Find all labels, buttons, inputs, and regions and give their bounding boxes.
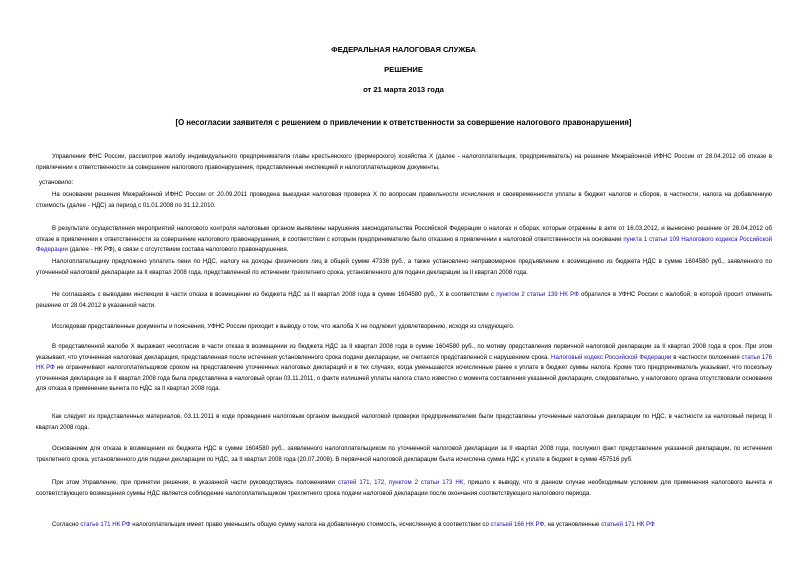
- link-article-171[interactable]: статье 171 НК РФ: [80, 521, 131, 528]
- text-span: в частности положения: [671, 353, 742, 361]
- agency-title: ФЕДЕРАЛЬНАЯ НАЛОГОВАЯ СЛУЖБА: [331, 45, 476, 54]
- paragraph-refusal-basis: Основанием для отказа в возмещении из бюджета НДС в сумме 1604580 руб., заявленного налогоплательщиком по уточненной налоговой декларации за II квартал 2008 года, послужил факт представления указанной декларации, по истечении трехлетнего срока, установленного для подачи декларации по НДС, за II квартал 2008 года (20.07.2008). В первичной налоговой декларации была исчислена сумма НДС к уплате в бюджет в сумме 457516 руб.: [36, 445, 772, 463]
- text-span: , на установленные: [544, 521, 602, 528]
- paragraph-penalties: Налогоплательщику предложено уплатить пени по НДС, налогу на доходы физических лиц в общей сумме 47336 руб., а также установлено неправомерное предъявление к возмещению из бюджета НДС в сумме 1604580 руб., заявленного по уточненной налоговой декларации за II квартал 2008 года, представленной по истечении трехлетнего срока, установленного для подачи декларации за II квартал 2008 года.: [36, 258, 772, 276]
- text-span: обратился в УФНС России с жалобой, в которой просит отменить решение от 28.04.2012 в указанной части.: [36, 291, 772, 309]
- paragraph-audit: На основании решения Межрайонной ИФНС России от 20.09.2011 проведена выездная налоговая проверка Х по вопросам правильности исчисления и своевременности уплаты в бюджет налогов и сборов, в частности, налога на добавленную стоимость (далее - НДС) за период с 01.01.2008 по 31.12.2010.: [36, 191, 772, 209]
- link-article-166[interactable]: статьей 166 НК РФ: [490, 521, 545, 528]
- paragraph-appeal: [36, 290, 772, 311]
- paragraph-established: установило:: [39, 179, 74, 186]
- paragraph-decision: [36, 478, 772, 499]
- document-subject: [О несогласии заявителя с решением о привлечении к ответственности за совершение налогового правонарушения]: [175, 118, 632, 127]
- link-article-109[interactable]: пункта 1 статьи 109 Налогового кодекса Российской Федерации: [36, 235, 773, 254]
- document-date: от 21 марта 2013 года: [363, 85, 444, 94]
- text-span: Согласно: [52, 521, 81, 528]
- paragraph-article-171: [36, 520, 772, 531]
- document-type: РЕШЕНИЕ: [384, 65, 423, 74]
- link-tax-code[interactable]: Налоговый кодекс Российской Федерации: [551, 353, 672, 361]
- paragraph-results: [36, 224, 772, 256]
- paragraph-conclusion: Исследовав представленные документы и пояснения, УФНС России приходит к выводу о том, что жалоба Х не подлежит удовлетворению, исходя из следующего.: [52, 323, 515, 330]
- text-span: (далее - НК РФ), в связи с отсутствием состава налогового правонарушения.: [67, 246, 289, 254]
- text-span: , пришло к выводу, что в данном случае необходимым условием для применения налогового вычета и соответствующего возмещения суммы НДС является соблюдение налогоплательщиком трехлетнего срока подачи налоговой декларации после окончания соответствующего налогового периода.: [36, 479, 772, 497]
- link-article-171-second[interactable]: статьей 171 НК РФ: [601, 521, 655, 528]
- text-span: Не соглашаясь с выводами инспекции в части отказа в возмещении из бюджета НДС за II квартал 2008 года в сумме 1604580 руб., Х в соответствии с: [52, 291, 497, 298]
- paragraph-complaint: [36, 342, 772, 395]
- text-span: В представленной жалобе Х выражает несогласие в части отказа в возмещении из бюджета НДС за II квартал 2008 года в сумме 1604580 руб., по мотиву представления первичной налоговой декларации за II квартал 2008 года в срок. При этом указывает, что уточненная налоговая декларация, представленная после истечения установленного срока подачи декларации, не считается представленной с нарушением срока.: [36, 343, 772, 361]
- link-articles-171-173[interactable]: статей 171, 172, пунктом 2 статьи 173 НК: [337, 479, 464, 486]
- text-span: В результате осуществления мероприятий налогового контроля налоговым органом выявлены нарушения законодательства Российской Федерации о налогах и сборах, которые отражены в акте от 16.03.2012, и вынесено решение от 28.04.2012 об отказе в привлечении к ответственности за совершение налогового правонарушения, в соответствии с которым предпринимателю было отказано в привлечении к налоговой ответственности на основании: [36, 225, 772, 243]
- paragraph-intro: Управление ФНС России, рассмотрев жалобу индивидуального предпринимателя главы крестьянского (фермерского) хозяйства Х (далее - налогоплательщик, предприниматель) на решение Межрайонной ИФНС России от 28.04.2012 об отказе в привлечении к ответственности за совершение налогового правонарушения, представленные инспекцией и налогоплательщиком документы,: [36, 153, 772, 171]
- text-span: не ограничивают налогоплательщиков сроком на представление уточненных налоговых деклараций и в тех случаях, когда уменьшаются исчисленные ранее к уплате в бюджет суммы налога. Кроме того предприниматель указывает, что поскольку уточненная декларация за II квартал 2008 года была представлена в налоговый орган 03.11.2011, о факте излишней уплаты налога стало известно с момента составления указанной декларации, следовательно, у налогового органа отсутствовали основания для отказа в применении вычета по НДС за II квартал 2008 года.: [36, 364, 772, 393]
- text-span: При этом Управление, при принятии решения, в указанной части руководствуясь положениями: [52, 479, 338, 486]
- paragraph-materials: Как следует из представленных материалов, 03.11.2011 в ходе проведения налоговым органом выездной налоговой проверки предпринимателем были представлены уточненные налоговые декларации по НДС, в частности за налоговый период II квартал 2008 года.: [36, 413, 772, 431]
- text-span: налогоплательщик имеет право уменьшить общую сумму налога на добавленную стоимость, исчисленную в соответствии со: [130, 521, 491, 528]
- link-article-176[interactable]: статьи 176 НК РФ: [36, 353, 772, 372]
- link-article-139[interactable]: пунктом 2 статьи 139 НК РФ: [496, 291, 579, 298]
